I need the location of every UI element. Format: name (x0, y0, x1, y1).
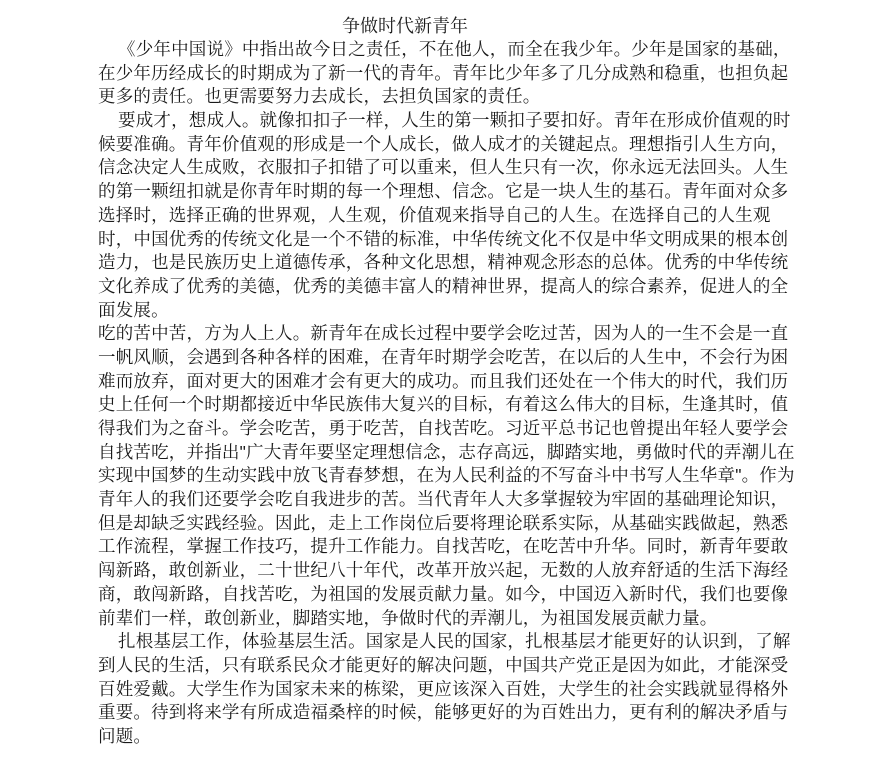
text-line: 自找苦吃，并指出"广大青年要坚定理想信念，志存高远，脚踏实地，勇做时代的弄潮儿在 (98, 441, 795, 462)
text-line: 更多的责任。也更需要努力去成长，去担负国家的责任。 (98, 86, 541, 107)
text-line: 青年人的我们还要学会吃自我进步的苦。当代青年人大多掌握较为牢固的基础理论知识， (98, 489, 789, 510)
text-line: 要成才，想成人。就像扣扣子一样，人生的第一颗扣子要扣好。青年在形成价值观的时 (118, 110, 791, 131)
text-line: 到人民的生活，只有联系民众才能更好的解决问题，中国共产党正是因为如此，才能深受 (98, 654, 789, 675)
text-line: 扎根基层工作，体验基层生活。国家是人民的国家，扎根基层才能更好的认识到，了解 (118, 631, 791, 652)
text-line: 的第一颗纽扣就是你青年时期的每一个理想、信念。它是一块人生的基石。青年面对众多 (98, 181, 789, 202)
text-line: 但是却缺乏实践经验。因此，走上工作岗位后要将理论联系实际，从基础实践做起，熟悉 (98, 512, 789, 533)
text-line: 商，敢闯新路，自找苦吃，为祖国的发展贡献力量。如今，中国迈入新时代，我们也要像 (98, 583, 789, 604)
text-line: 吃的苦中苦，方为人上人。新青年在成长过程中要学会吃过苦，因为人的一生不会是一直 (98, 323, 789, 344)
text-line: 得我们为之奋斗。学会吃苦，勇于吃苦，自找苦吃。习近平总书记也曾提出年轻人要学会 (98, 418, 789, 438)
text-line: 在少年历经成长的时期成为了新一代的青年。青年比少年多了几分成熟和稳重，也担负起 (98, 62, 789, 83)
text-line: 造力，也是民族历史上道德传承，各种文化思想，精神观念形态的总体。优秀的中华传统 (98, 252, 789, 273)
document-title: 争做时代新青年 (342, 16, 468, 36)
text-line: 信念决定人生成败，衣服扣子扣错了可以重来，但人生只有一次，你永远无法回头。人生 (98, 157, 789, 178)
document-body[interactable] (98, 38, 795, 749)
text-line: 前辈们一样，敢创新业，脚踏实地，争做时代的弄潮儿，为祖国发展贡献力量。 (98, 607, 718, 628)
text-line: 闯新路，敢创新业，二十世纪八十年代，改革开放兴起，无数的人放弃舒适的生活下海经 (98, 560, 789, 581)
text-line: 选择时，选择正确的世界观，人生观，价值观来指导自己的人生。在选择自己的人生观 (98, 204, 771, 225)
text-line: 候要准确。青年价值观的形成是一个人成长，做人成才的关键起点。理想指引人生方向， (98, 133, 789, 154)
text-line: 史上任何一个时期都接近中华民族伟大复兴的目标，有着这么伟大的目标，生逢其时，值 (98, 394, 789, 415)
text-line: 百姓爱戴。大学生作为国家未来的栋梁，更应该深入百姓，大学生的社会实践就显得格外 (98, 678, 789, 699)
text-line: 时，中国优秀的传统文化是一个不错的标准，中华传统文化不仅是中华文明成果的根本创 (98, 228, 789, 249)
text-line: 面发展。 (98, 299, 169, 320)
text-line: 文化养成了优秀的美德，优秀的美德丰富人的精神世界，提高人的综合素养，促进人的全 (98, 275, 789, 296)
text-line: 一帆风顺，会遇到各种各样的困难，在青年时期学会吃苦，在以后的人生中，不会行为困 (98, 346, 789, 367)
document-page (0, 14, 886, 781)
text-line: 实现中国梦的生动实践中放飞青春梦想，在为人民利益的不写奋斗中书写人生华章"。作为 (98, 465, 795, 486)
text-line: 重要。待到将来学有所成造福桑梓的时候，能够更好的为百姓出力，更有利的解决矛盾与 (98, 702, 789, 723)
text-line: 《少年中国说》中指出故今日之责任，不在他人，而全在我少年。少年是国家的基础， (118, 39, 791, 59)
text-line: 工作流程，掌握工作技巧，提升工作能力。自找苦吃，在吃苦中升华。同时，新青年要敢 (98, 536, 789, 557)
text-line: 难而放弃，面对更大的困难才会有更大的成功。而且我们还处在一个伟大的时代，我们历 (98, 370, 789, 391)
text-line: 问题。 (98, 725, 152, 746)
